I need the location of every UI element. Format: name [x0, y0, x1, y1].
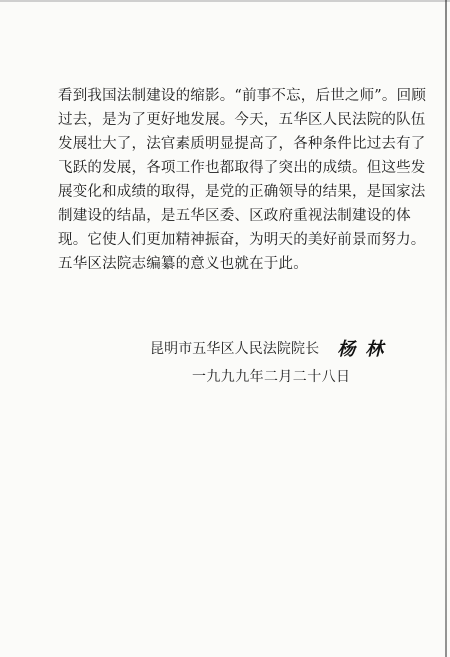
- body-line: 发展壮大了，法官素质明显提高了，各种条件比过去有了: [58, 136, 426, 152]
- signature-block: [150, 336, 410, 386]
- page-right-edge: [445, 0, 447, 657]
- page-top-edge: [0, 0, 450, 2]
- body-line: 制建设的结晶，是五华区委、区政府重视法制建设的体: [58, 208, 411, 224]
- body-line: 看到我国法制建设的缩影。“前事不忘，后世之师”。回顾: [58, 88, 427, 104]
- body-line: 五华区法院志编纂的意义也就在于此。: [58, 256, 308, 272]
- body-line: 飞跃的发展，各项工作也都取得了突出的成绩。但这些发: [58, 160, 426, 176]
- signatory-name: 杨林: [337, 339, 394, 360]
- signature-row: [150, 336, 410, 360]
- body-line: 现。它使人们更加精神振奋，为明天的美好前景而努力。: [58, 232, 426, 248]
- signatory-title: 昆明市五华区人民法院院长: [150, 341, 320, 357]
- body-paragraph: [58, 84, 427, 276]
- body-line: 展变化和成绩的取得，是党的正确领导的结果，是国家法: [58, 184, 426, 200]
- signature-date: 一九九九年二月二十八日: [192, 369, 351, 385]
- body-line: 过去，是为了更好地发展。今天，五华区人民法院的队伍: [58, 112, 426, 128]
